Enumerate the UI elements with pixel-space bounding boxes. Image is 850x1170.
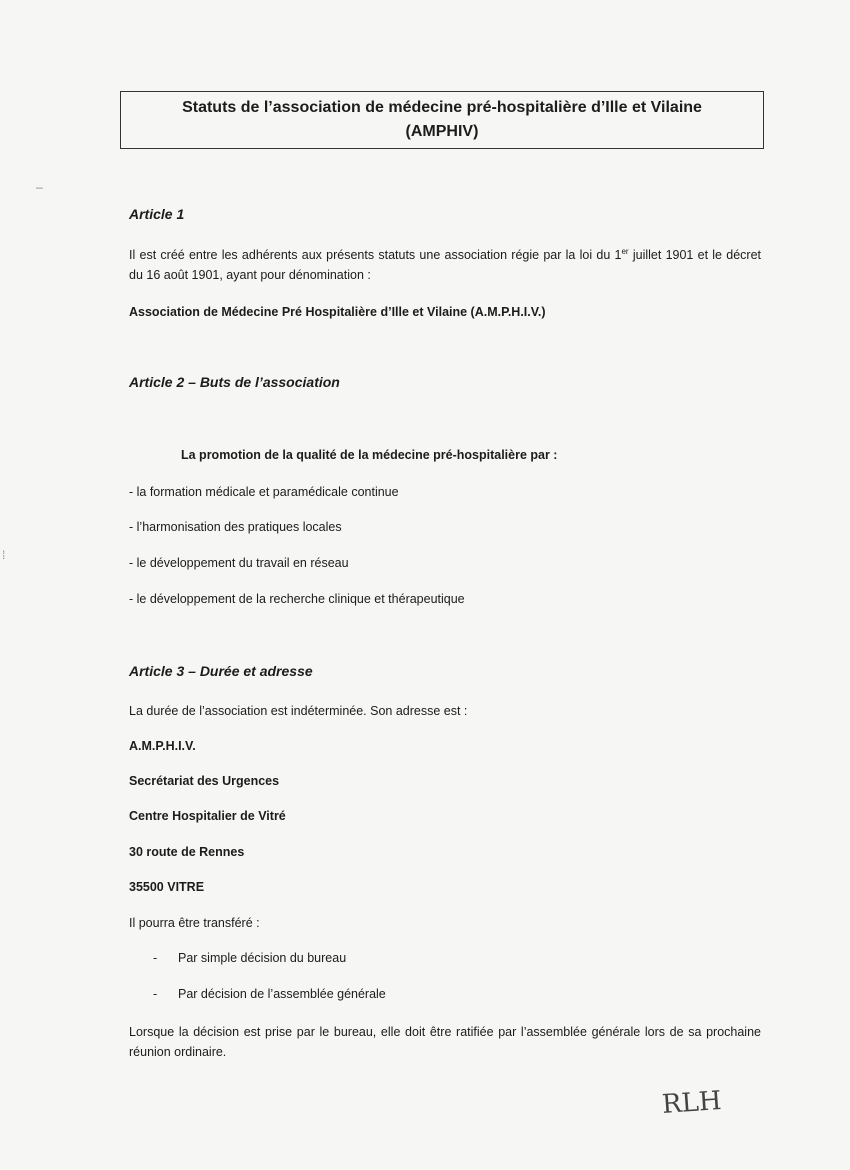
article-2-heading: Article 2 – Buts de l’association <box>129 374 340 390</box>
scan-mark: ‒ <box>36 180 43 194</box>
title-line-1: Statuts de l’association de médecine pré-hospitalière d’Ille et Vilaine <box>182 99 702 116</box>
article-1-text-a: Il est créé entre les adhérents aux présents statuts une association régie par la loi du 1 <box>129 248 622 262</box>
document-title <box>120 91 764 149</box>
address-line: 35500 VITRE <box>129 880 205 894</box>
address-line: Secrétariat des Urgences <box>129 774 280 788</box>
article-3-closing: Lorsque la décision est prise par le bureau, elle doit être ratifiée par l’assemblée générale lors de sa prochaine réunion ordinaire. <box>129 1025 761 1059</box>
transfer-intro: Il pourra être transféré : <box>129 916 260 930</box>
goal-item: - l’harmonisation des pratiques locales <box>129 520 342 534</box>
transfer-item: Par décision de l’assemblée générale <box>178 987 386 1001</box>
goal-item: - la formation médicale et paramédicale continue <box>129 485 399 499</box>
article-1-text-b: juillet 1901 et le décret du 16 août 1901, ayant pour dénomination : <box>129 248 761 282</box>
article-1-paragraph <box>129 245 761 285</box>
article-2-intro: La promotion de la qualité de la médecine pré-hospitalière par : <box>181 448 558 462</box>
address-line: Centre Hospitalier de Vitré <box>129 809 286 823</box>
article-3-intro: La durée de l’association est indéterminée. Son adresse est : <box>129 704 468 718</box>
article-3-heading: Article 3 – Durée et adresse <box>129 663 313 679</box>
address-line: 30 route de Rennes <box>129 845 245 859</box>
list-bullet: - <box>153 951 158 965</box>
association-name: Association de Médecine Pré Hospitalière d’Ille et Vilaine (A.M.P.H.I.V.) <box>129 305 546 319</box>
article-1-superscript: er <box>621 246 629 256</box>
goal-item: - le développement de la recherche clinique et thérapeutique <box>129 592 465 606</box>
title-line-2: (AMPHIV) <box>405 123 479 140</box>
goal-item: - le développement du travail en réseau <box>129 556 349 570</box>
article-1-heading: Article 1 <box>129 206 185 222</box>
handwritten-initials: RLH <box>661 1085 723 1121</box>
scan-mark: ⁞ <box>2 548 6 562</box>
address-line: A.M.P.H.I.V. <box>129 739 196 753</box>
transfer-item: Par simple décision du bureau <box>178 951 347 965</box>
list-bullet: - <box>153 987 158 1001</box>
